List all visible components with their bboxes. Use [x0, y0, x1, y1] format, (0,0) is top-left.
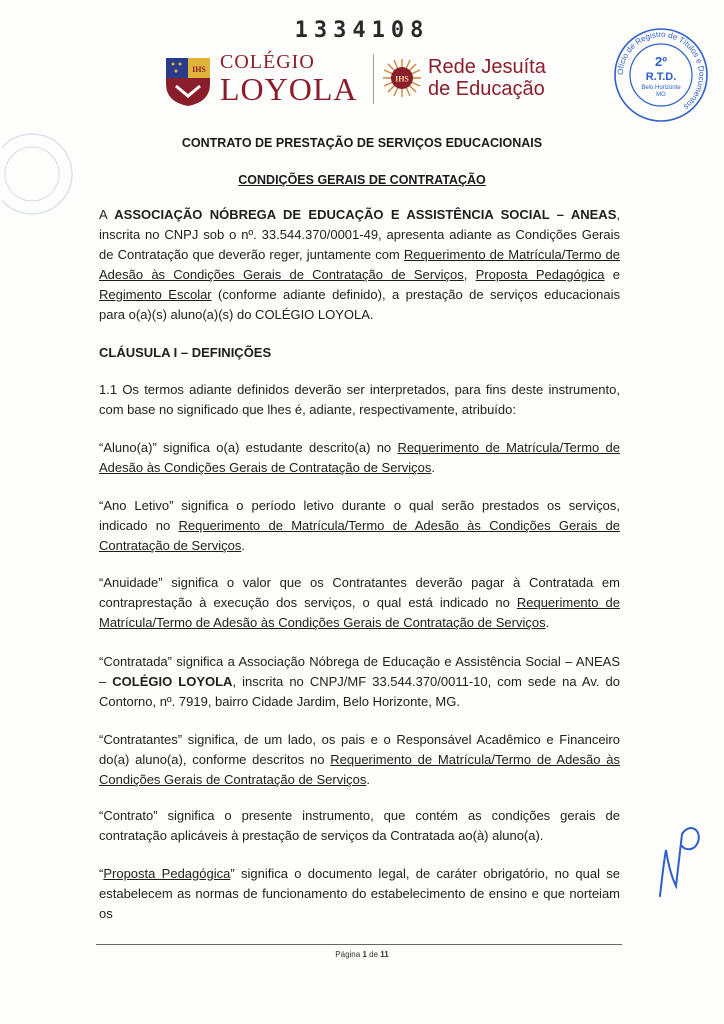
definition-aluno: “Aluno(a)” significa o(a) estudante descrito(a) no Requerimento de Matrícula/Termo de Adesão às Condições Gerais de Contratação de Serviços.: [99, 440, 620, 475]
crest-icon: [164, 56, 212, 108]
link-regimento: Regimento Escolar: [99, 287, 212, 302]
definition-contrato: “Contrato” significa o presente instrumento, que contém as condições gerais de contratação aplicáveis à prestação de serviços da Contratada ao(à) aluno(a).: [99, 808, 620, 843]
contract-subtitle: CONDIÇÕES GERAIS DE CONTRATAÇÃO: [238, 173, 486, 187]
stamp-city: Belo Horizonte: [641, 85, 681, 91]
document-number: 1334108: [294, 18, 430, 43]
network-name-line2: de Educação: [428, 78, 545, 100]
definition-contratada: “Contratada” significa a Associação Nóbrega de Educação e Assistência Social – ANEAS – COLÉGIO LOYOLA, inscrita no CNPJ/MF 33.544.370/0011-10, com sede na Av. do Contorno, nº. 7919, bairro Cidade Jardim, Belo Horizonte, MG.: [99, 654, 621, 709]
crest-text: IHS: [192, 65, 206, 74]
link-proposta: Proposta Pedagógica: [475, 267, 605, 282]
definition-proposta: “Proposta Pedagógica” significa o documento legal, de caráter obrigatório, no qual se estabelecem as normas de funcionamento do estabelecimento de ensino e que norteiam os: [99, 866, 620, 921]
stamp-state: MG: [656, 92, 666, 98]
school-name-line1: COLÉGIO: [220, 51, 315, 73]
registry-stamp: [612, 26, 710, 124]
association-name: ASSOCIAÇÃO NÓBREGA DE EDUCAÇÃO E ASSISTÊNCIA SOCIAL – ANEAS: [114, 207, 617, 222]
footer-divider: [96, 944, 622, 945]
school-name-line2: LOYOLA: [220, 71, 358, 107]
page-total: 11: [380, 950, 389, 959]
clause-intro: 1.1 Os termos adiante definidos deverão ser interpretados, para fins deste instrumento, com base no significado que lhes é, adiante, respectivamente, atribuído:: [99, 382, 620, 417]
jesuit-sun-icon: [382, 58, 422, 98]
network-name-line1: Rede Jesuíta: [428, 56, 546, 78]
stamp-abbr: R.T.D.: [645, 71, 677, 83]
network-name: [428, 56, 546, 100]
clause-heading: CLÁUSULA I – DEFINIÇÕES: [99, 345, 272, 360]
definition-contratantes: “Contratantes” significa, de um lado, os pais e o Responsável Acadêmico e Financeiro do(a) aluno(a), conforme descritos no Requerimento de Matrícula/Termo de Adesão às Condições Gerais de Contratação de Serviços.: [99, 732, 620, 787]
stamp-ring-text: Ofício de Registro de Títulos e Documentos: [615, 29, 707, 112]
page-footer: Página 1 de 11: [335, 950, 389, 959]
link-requerimento: Requerimento de Matrícula/Termo de Adesão às Condições Gerais de Contratação de Serviços: [99, 247, 621, 282]
sun-text: IHS: [395, 74, 409, 84]
stamp-number: 2º: [655, 54, 667, 69]
definition-ano-letivo: “Ano Letivo” significa o período letivo durante o qual serão prestados os serviços, indicado no Requerimento de Matrícula/Termo de Adesão às Condições Gerais de Contratação de Serviços.: [99, 498, 620, 553]
handwritten-initials: [654, 820, 706, 900]
definition-anuidade: “Anuidade” significa o valor que os Contratantes deverão pagar à Contratada em contraprestação à execução dos serviços, o qual está indicado no Requerimento de Matrícula/Termo de Adesão às Condições Gerais de Contratação de Serviços.: [99, 575, 620, 630]
logo-divider: [373, 54, 374, 104]
intro-paragraph: A ASSOCIAÇÃO NÓBREGA DE EDUCAÇÃO E ASSISTÊNCIA SOCIAL – ANEAS, inscrita no CNPJ sob o nº. 33.544.370/0001-49, apresenta adiante as Condições Gerais de Contratação que deverão reger, juntamente com Requerimento de Matrícula/Termo de Adesão às Condições Gerais de Contratação de Serviços, Proposta Pedagógica e Regimento Escolar (conforme adiante definido), a prestação de serviços educacionais para o(a)(s) aluno(a)(s) do COLÉGIO LOYOLA.: [99, 207, 621, 322]
school-name: [220, 52, 358, 106]
contract-title: CONTRATO DE PRESTAÇÃO DE SERVIÇOS EDUCACIONAIS: [181, 136, 543, 150]
page-current: 1: [362, 950, 367, 959]
school-logo: [160, 48, 580, 110]
